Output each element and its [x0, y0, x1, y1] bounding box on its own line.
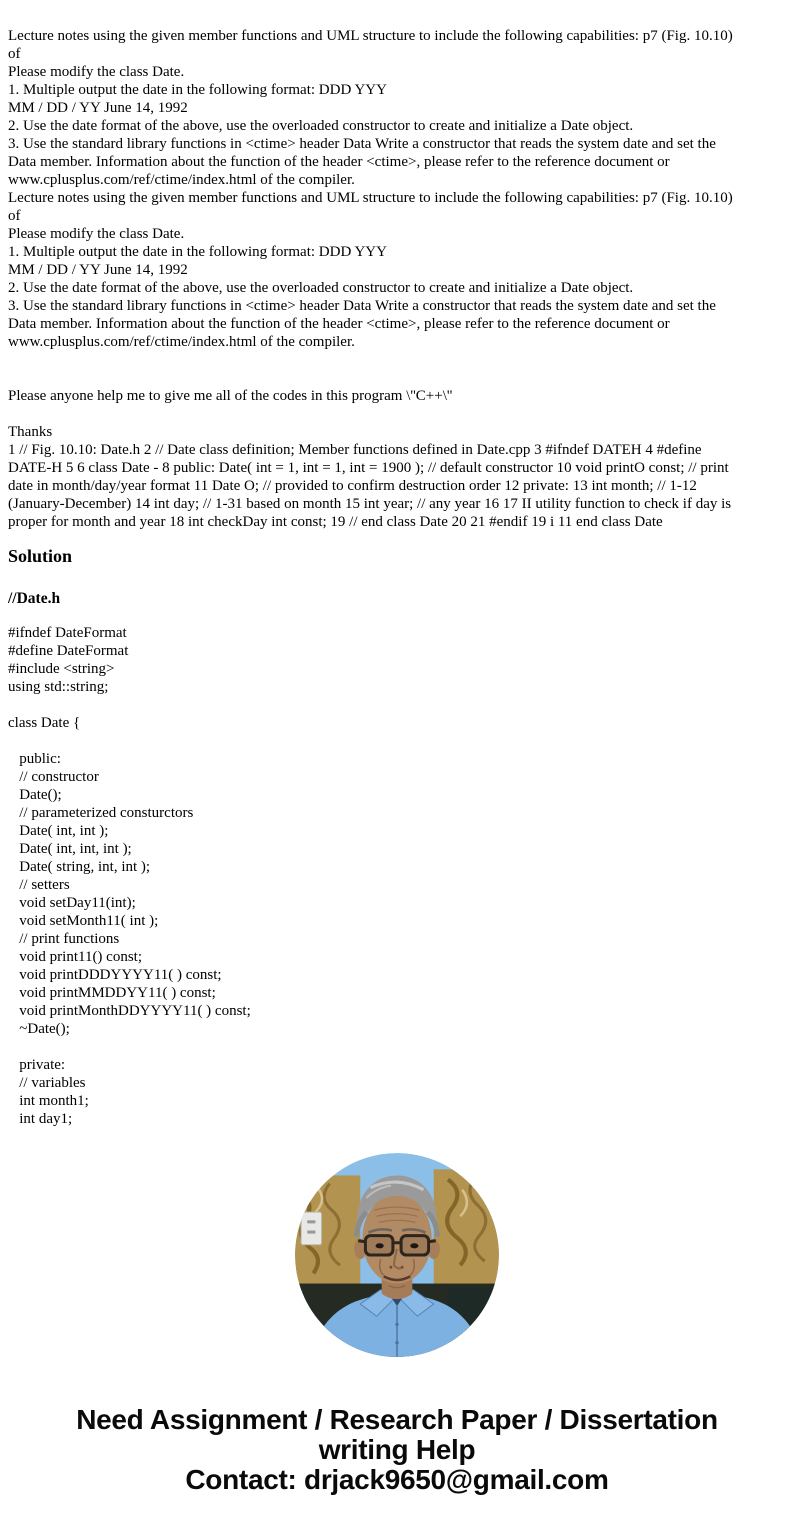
code-line: // constructor	[8, 769, 99, 785]
code-line	[8, 732, 786, 750]
question-paragraph-2	[8, 189, 786, 351]
profile-photo	[8, 1153, 786, 1357]
code-line: int day1;	[8, 1111, 73, 1127]
text-line: 3. Use the standard library functions in <ctime> header Data Write a constructor that reads the system date and set the	[8, 298, 716, 314]
thanks-line: Thanks	[8, 424, 53, 440]
question-paragraph-1	[8, 27, 786, 189]
help-request-line: Please anyone help me to give me all of the codes in this program \''C++\''	[8, 388, 453, 404]
footer-line-2: writing Help	[318, 1434, 476, 1465]
footer-banner	[8, 1405, 786, 1495]
footer-line-1: Need Assignment / Research Paper / Dissertation	[76, 1404, 718, 1435]
code-line: ~Date();	[8, 1021, 70, 1037]
code-line: Date( int, int, int );	[8, 841, 132, 857]
text-line: www.cplusplus.com/ref/ctime/index.html of the compiler.	[8, 334, 355, 350]
text-line: 2. Use the date format of the above, use the overloaded constructor to create and initialize a Date object.	[8, 118, 634, 134]
code-line: void printDDDYYYY11( ) const;	[8, 967, 222, 983]
person-avatar-icon	[295, 1153, 499, 1357]
text-line: Lecture notes using the given member functions and UML structure to include the following capabilities: p7 (Fig. 10.10)	[8, 28, 733, 44]
text-line: Please modify the class Date.	[8, 226, 185, 242]
code-description	[8, 441, 786, 531]
text-line: Please modify the class Date.	[8, 64, 185, 80]
header-code-block	[8, 624, 786, 1128]
solution-heading: Solution	[8, 546, 73, 566]
code-line: // print functions	[8, 931, 120, 947]
spacer	[8, 405, 786, 423]
code-line: int month1;	[8, 1093, 89, 1109]
code-line: Date( string, int, int );	[8, 859, 151, 875]
code-line: void setMonth11( int );	[8, 913, 159, 929]
text-line: www.cplusplus.com/ref/ctime/index.html of the compiler.	[8, 172, 355, 188]
code-line	[8, 696, 786, 714]
code-line: void printMonthDDYYYY11( ) const;	[8, 1003, 251, 1019]
code-line: Date( int, int );	[8, 823, 109, 839]
text-line: Data member. Information about the function of the header <ctime>, please refer to the reference document or	[8, 154, 670, 170]
text-line: MM / DD / YY June 14, 1992	[8, 262, 188, 278]
code-line: #define DateFormat	[8, 643, 129, 659]
text-line: date in month/day/year format 11 Date O; // provided to confirm destruction order 12 private: 13 int month; // 1-12	[8, 478, 697, 494]
spacer	[8, 351, 786, 387]
code-line: // variables	[8, 1075, 86, 1091]
text-line: of	[8, 208, 21, 224]
code-line: class Date {	[8, 715, 81, 731]
text-line: (January-December) 14 int day; // 1-31 based on month 15 int year; // any year 16 17 II utility function to check if day is	[8, 496, 732, 512]
text-line: 3. Use the standard library functions in <ctime> header Data Write a constructor that reads the system date and set the	[8, 136, 716, 152]
avatar	[295, 1153, 499, 1357]
code-line: public:	[8, 751, 61, 767]
text-line: Lecture notes using the given member functions and UML structure to include the following capabilities: p7 (Fig. 10.10)	[8, 190, 733, 206]
text-line: of	[8, 46, 21, 62]
code-line: // setters	[8, 877, 70, 893]
code-line: void printMMDDYY11( ) const;	[8, 985, 216, 1001]
code-line	[8, 1038, 786, 1056]
text-line: MM / DD / YY June 14, 1992	[8, 100, 188, 116]
code-line: // parameterized consturctors	[8, 805, 194, 821]
file-heading: //Date.h	[8, 590, 61, 607]
text-line: proper for month and year 18 int checkDay int const; 19 // end class Date 20 21 #endif 19 i 11 end class Date	[8, 514, 663, 530]
text-line: DATE-H 5 6 class Date - 8 public: Date( int = 1, int = 1, int = 1900 ); // default constructor 10 void printO const; // print	[8, 460, 729, 476]
code-line: using std::string;	[8, 679, 109, 695]
text-line: 1. Multiple output the date in the following format: DDD YYY	[8, 82, 387, 98]
text-line: 2. Use the date format of the above, use the overloaded constructor to create and initialize a Date object.	[8, 280, 634, 296]
document-body	[8, 27, 786, 1495]
code-line: private:	[8, 1057, 66, 1073]
text-line: Data member. Information about the function of the header <ctime>, please refer to the reference document or	[8, 316, 670, 332]
code-line: void setDay11(int);	[8, 895, 136, 911]
text-line: 1. Multiple output the date in the following format: DDD YYY	[8, 244, 387, 260]
code-line: #include <string>	[8, 661, 115, 677]
code-line: #ifndef DateFormat	[8, 625, 127, 641]
code-line: void print11() const;	[8, 949, 143, 965]
code-line: Date();	[8, 787, 62, 803]
footer-contact-line: Contact: drjack9650@gmail.com	[185, 1464, 609, 1495]
text-line: 1 // Fig. 10.10: Date.h 2 // Date class definition; Member functions defined in Date.cpp 3 #ifndef DATEH 4 #define	[8, 442, 702, 458]
